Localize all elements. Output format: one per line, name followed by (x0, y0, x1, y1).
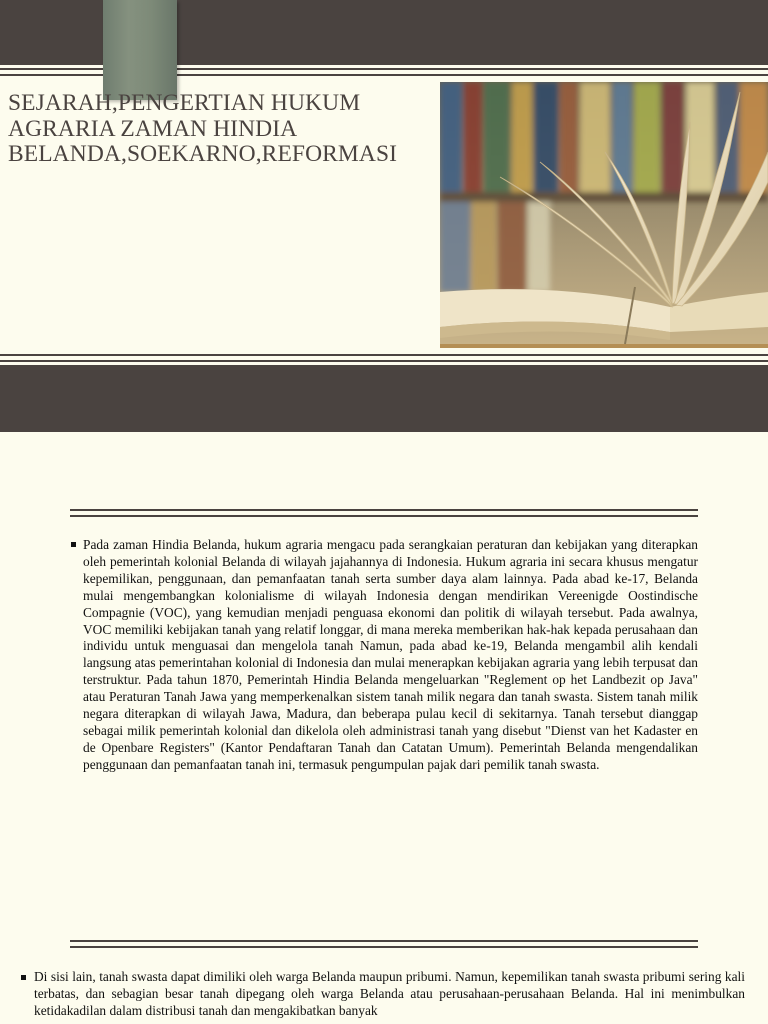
open-book-image (440, 82, 768, 348)
bullet-marker (21, 975, 26, 980)
open-book-photo-icon (440, 82, 768, 348)
slide-title (8, 91, 438, 168)
slide1-rule-bottom (0, 360, 768, 362)
paragraph-hindia-belanda: Pada zaman Hindia Belanda, hukum agraria mengacu pada serangkaian peraturan dan kebijakan yang diterapkan oleh pemerintah kolonial Belanda di wilayah jajahannya di Indonesia. Hukum agraria ini secara khusus mengatur kepemilikan, penggunaan, dan pemanfaatan tanah serta sumber daya alam lainnya. Pada abad ke-17, Belanda mulai mengembangkan kolonialisme di wilayah Indonesia dengan mendirikan Vereenigde Oostindische Compagnie (VOC), yang kemudian menjadi penguasa ekonomi dan politik di wilayah tersebut. Pada awalnya, VOC memiliki kebijakan tanah yang relatif longgar, di mana mereka memberikan hak-hak kepada perusahaan dan individu untuk menguasai dan mengelola tanah Namun, pada abad ke-19, Belanda mengambil alih kendali langsung atas pemerintahan kolonial di Indonesia dan mulai menerapkan kebijakan agraria yang lebih terpusat dan terstruktur. Pada tahun 1870, Pemerintah Hindia Belanda mengeluarkan "Reglement op het Landbezit op Java" atau Peraturan Tanah Jawa yang memperkenalkan sistem tanah milik negara dan tanah swasta. Sistem tanah milik negara diterapkan di wilayah Jawa, Madura, dan beberapa pulau kecil di sekitarnya. Tanah tersebut dianggap sebagai milik pemerintah kolonial dan dikelola oleh administrasi tanah yang disebut "Dienst van het Kadaster en de Openbare Registers" (Kantor Pendaftaran Tanah dan Catatan Umum). Pemerintah Belanda mengendalikan penggunaan dan pemanfaatan tanah ini, termasuk pengumpulan pajak dari pemilik tanah swasta. (83, 537, 698, 772)
slide2-rule-bottom-a (70, 940, 698, 942)
slide2-rule-top-a (70, 509, 698, 511)
bookmark-ribbon (103, 0, 177, 100)
slide1-rule-top (0, 354, 768, 356)
title-line-1: SEJARAH,PENGERTIAN HUKUM (8, 90, 361, 116)
title-line-3: BELANDA,SOEKARNO,REFORMASI (8, 141, 398, 167)
title-line-2: AGRARIA ZAMAN HINDIA (8, 115, 298, 142)
slide2-rule-bottom-b (70, 946, 698, 948)
slide2-rule-top-b (70, 515, 698, 517)
slide-separator-band (0, 365, 768, 432)
paragraph-tanah-swasta: Di sisi lain, tanah swasta dapat dimiliki oleh warga Belanda maupun pribumi. Namun, kepemilikan tanah swasta pribumi sering kali terbatas, dan sebagian besar tanah dipegang oleh warga Belanda atau perusahaan-perusahaan Belanda. Hal ini menimbulkan ketidakadilan dalam distribusi tanah dan mengakibatkan banyak (34, 969, 745, 1018)
bullet-marker (71, 542, 76, 547)
